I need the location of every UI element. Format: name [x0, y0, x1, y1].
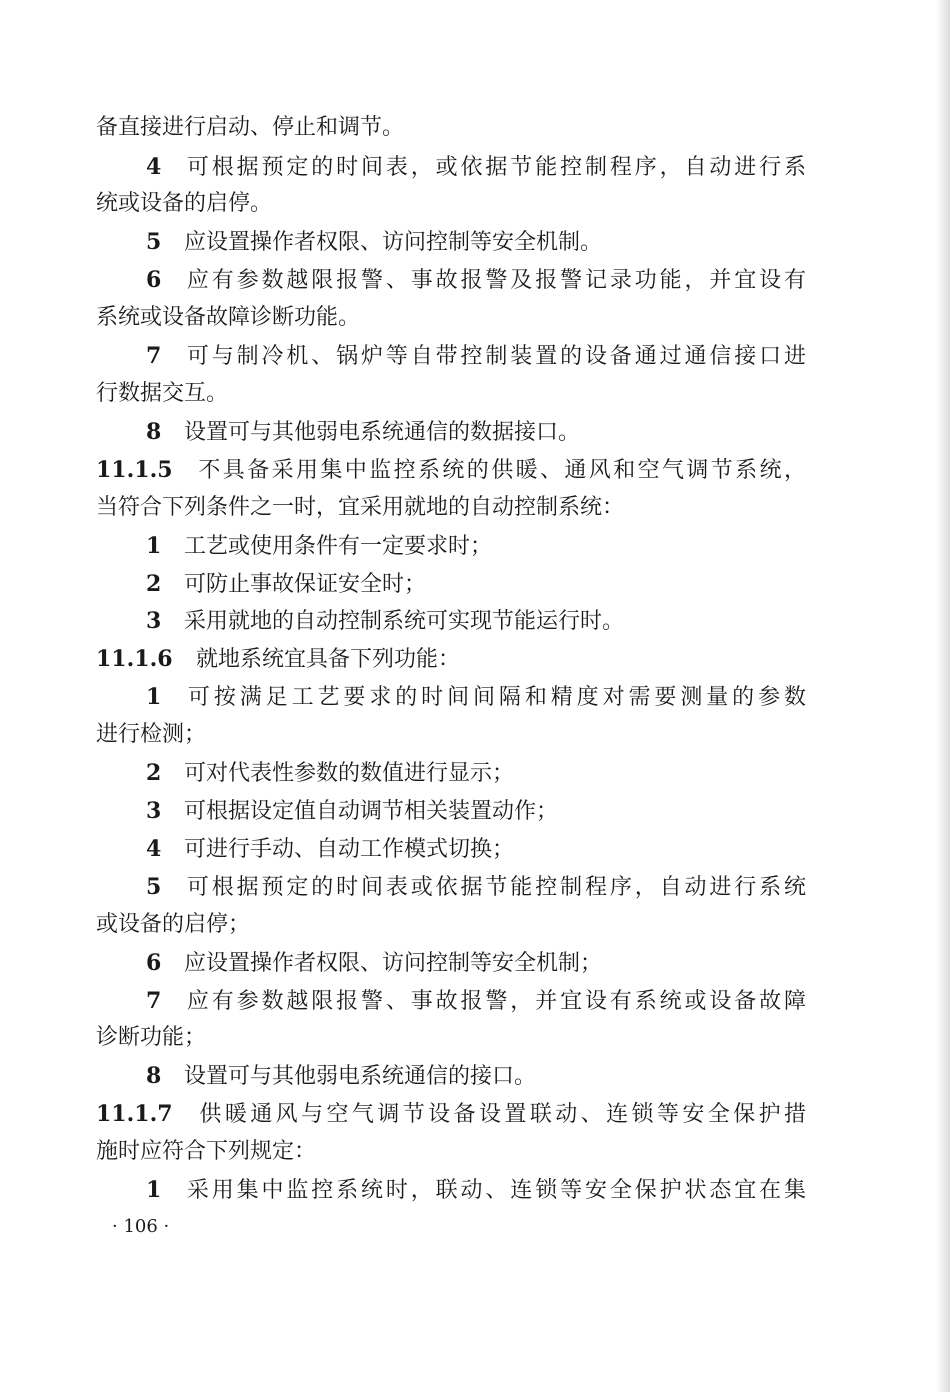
line-text: 行数据交互。 [96, 381, 229, 406]
list-item-2 [146, 569, 806, 599]
list-item-1 [146, 1175, 806, 1205]
list-item-4 [146, 152, 806, 182]
item-number: 1 [146, 533, 162, 559]
line-text: 设置可与其他弱电系统通信的接口。 [184, 1064, 537, 1089]
line-text: 可按满足工艺要求的时间间隔和精度对需要测量的参数 [184, 685, 806, 710]
item-number: 7 [146, 988, 162, 1014]
line-text: 或设备的启停； [96, 912, 251, 937]
item-number: 5 [146, 229, 162, 255]
line-text: 应有参数越限报警、事故报警及报警记录功能，并宜设有 [184, 268, 806, 293]
list-item-4 [146, 834, 806, 864]
list-item-1 [146, 682, 806, 712]
line-text: 设置可与其他弱电系统通信的数据接口。 [184, 420, 581, 445]
line-text: 采用就地的自动控制系统可实现节能运行时。 [184, 609, 625, 634]
line-text: 可根据设定值自动调节相关装置动作； [184, 799, 559, 824]
list-item-2 [146, 758, 806, 788]
item-number: 4 [146, 154, 162, 180]
item-number: 8 [146, 1063, 162, 1089]
line-text: 可根据预定的时间表或依据节能控制程序，自动进行系统 [184, 875, 806, 900]
text-line [96, 379, 806, 409]
line-text: 可进行手动、自动工作模式切换； [184, 837, 515, 862]
line-text: 统或设备的启停。 [96, 191, 273, 216]
item-number: 6 [146, 950, 162, 976]
line-text: 可对代表性参数的数值进行显示； [184, 761, 515, 786]
list-item-8 [146, 417, 806, 447]
page-number: · 106 · [112, 1216, 170, 1237]
list-item-3 [146, 796, 806, 826]
line-text: 施时应符合下列规定： [96, 1139, 317, 1164]
line-text: 应设置操作者权限、访问控制等安全机制。 [184, 230, 603, 255]
item-number: 5 [146, 874, 162, 900]
line-text: 不具备采用集中监控系统的供暖、通风和空气调节系统， [196, 458, 806, 483]
line-text: 诊断功能； [96, 1025, 207, 1050]
line-text: 可根据预定的时间表，或依据节能控制程序，自动进行系 [184, 155, 806, 180]
item-number: 1 [146, 1177, 162, 1203]
clause-number: 11.1.5 [96, 457, 173, 483]
line-text: 就地系统宜具备下列功能： [196, 647, 461, 672]
list-item-7 [146, 341, 806, 371]
line-text: 供暖通风与空气调节设备设置联动、连锁等安全保护措 [196, 1102, 806, 1127]
text-line [96, 493, 806, 523]
list-item-5 [146, 227, 806, 257]
list-item-7 [146, 986, 806, 1016]
clause-11-1-5 [96, 455, 806, 485]
item-number: 7 [146, 343, 162, 369]
text-line [96, 1023, 806, 1053]
line-text: 进行检测； [96, 722, 207, 747]
text-line [96, 189, 806, 219]
text-line [96, 303, 806, 333]
line-text: 可防止事故保证安全时； [184, 572, 427, 597]
item-number: 6 [146, 267, 162, 293]
list-item-6 [146, 948, 806, 978]
page-edge-shadow [936, 0, 950, 1392]
list-item-1 [146, 531, 806, 561]
item-number: 2 [146, 571, 162, 597]
clause-number: 11.1.6 [96, 646, 173, 672]
list-item-8 [146, 1061, 806, 1091]
item-number: 8 [146, 419, 162, 445]
list-item-6 [146, 265, 806, 295]
line-text: 系统或设备故障诊断功能。 [96, 305, 361, 330]
line-text: 当符合下列条件之一时，宜采用就地的自动控制系统： [96, 495, 625, 520]
item-number: 1 [146, 684, 162, 710]
text-line [96, 910, 806, 940]
line-text: 备直接进行启动、停止和调节。 [96, 115, 405, 140]
item-number: 2 [146, 760, 162, 786]
text-line [96, 113, 806, 143]
item-number: 3 [146, 798, 162, 824]
clause-11-1-6 [96, 644, 806, 674]
line-text: 应设置操作者权限、访问控制等安全机制； [184, 951, 603, 976]
text-line [96, 1137, 806, 1167]
item-number: 4 [146, 836, 162, 862]
line-text: 应有参数越限报警、事故报警，并宜设有系统或设备故障 [184, 989, 806, 1014]
text-line [96, 720, 806, 750]
line-text: 可与制冷机、锅炉等自带控制装置的设备通过通信接口进 [184, 344, 806, 369]
line-text: 工艺或使用条件有一定要求时； [184, 534, 493, 559]
line-text: 采用集中监控系统时，联动、连锁等安全保护状态宜在集 [184, 1178, 806, 1203]
clause-number: 11.1.7 [96, 1101, 173, 1127]
item-number: 3 [146, 608, 162, 634]
list-item-3 [146, 606, 806, 636]
list-item-5 [146, 872, 806, 902]
clause-11-1-7 [96, 1099, 806, 1129]
